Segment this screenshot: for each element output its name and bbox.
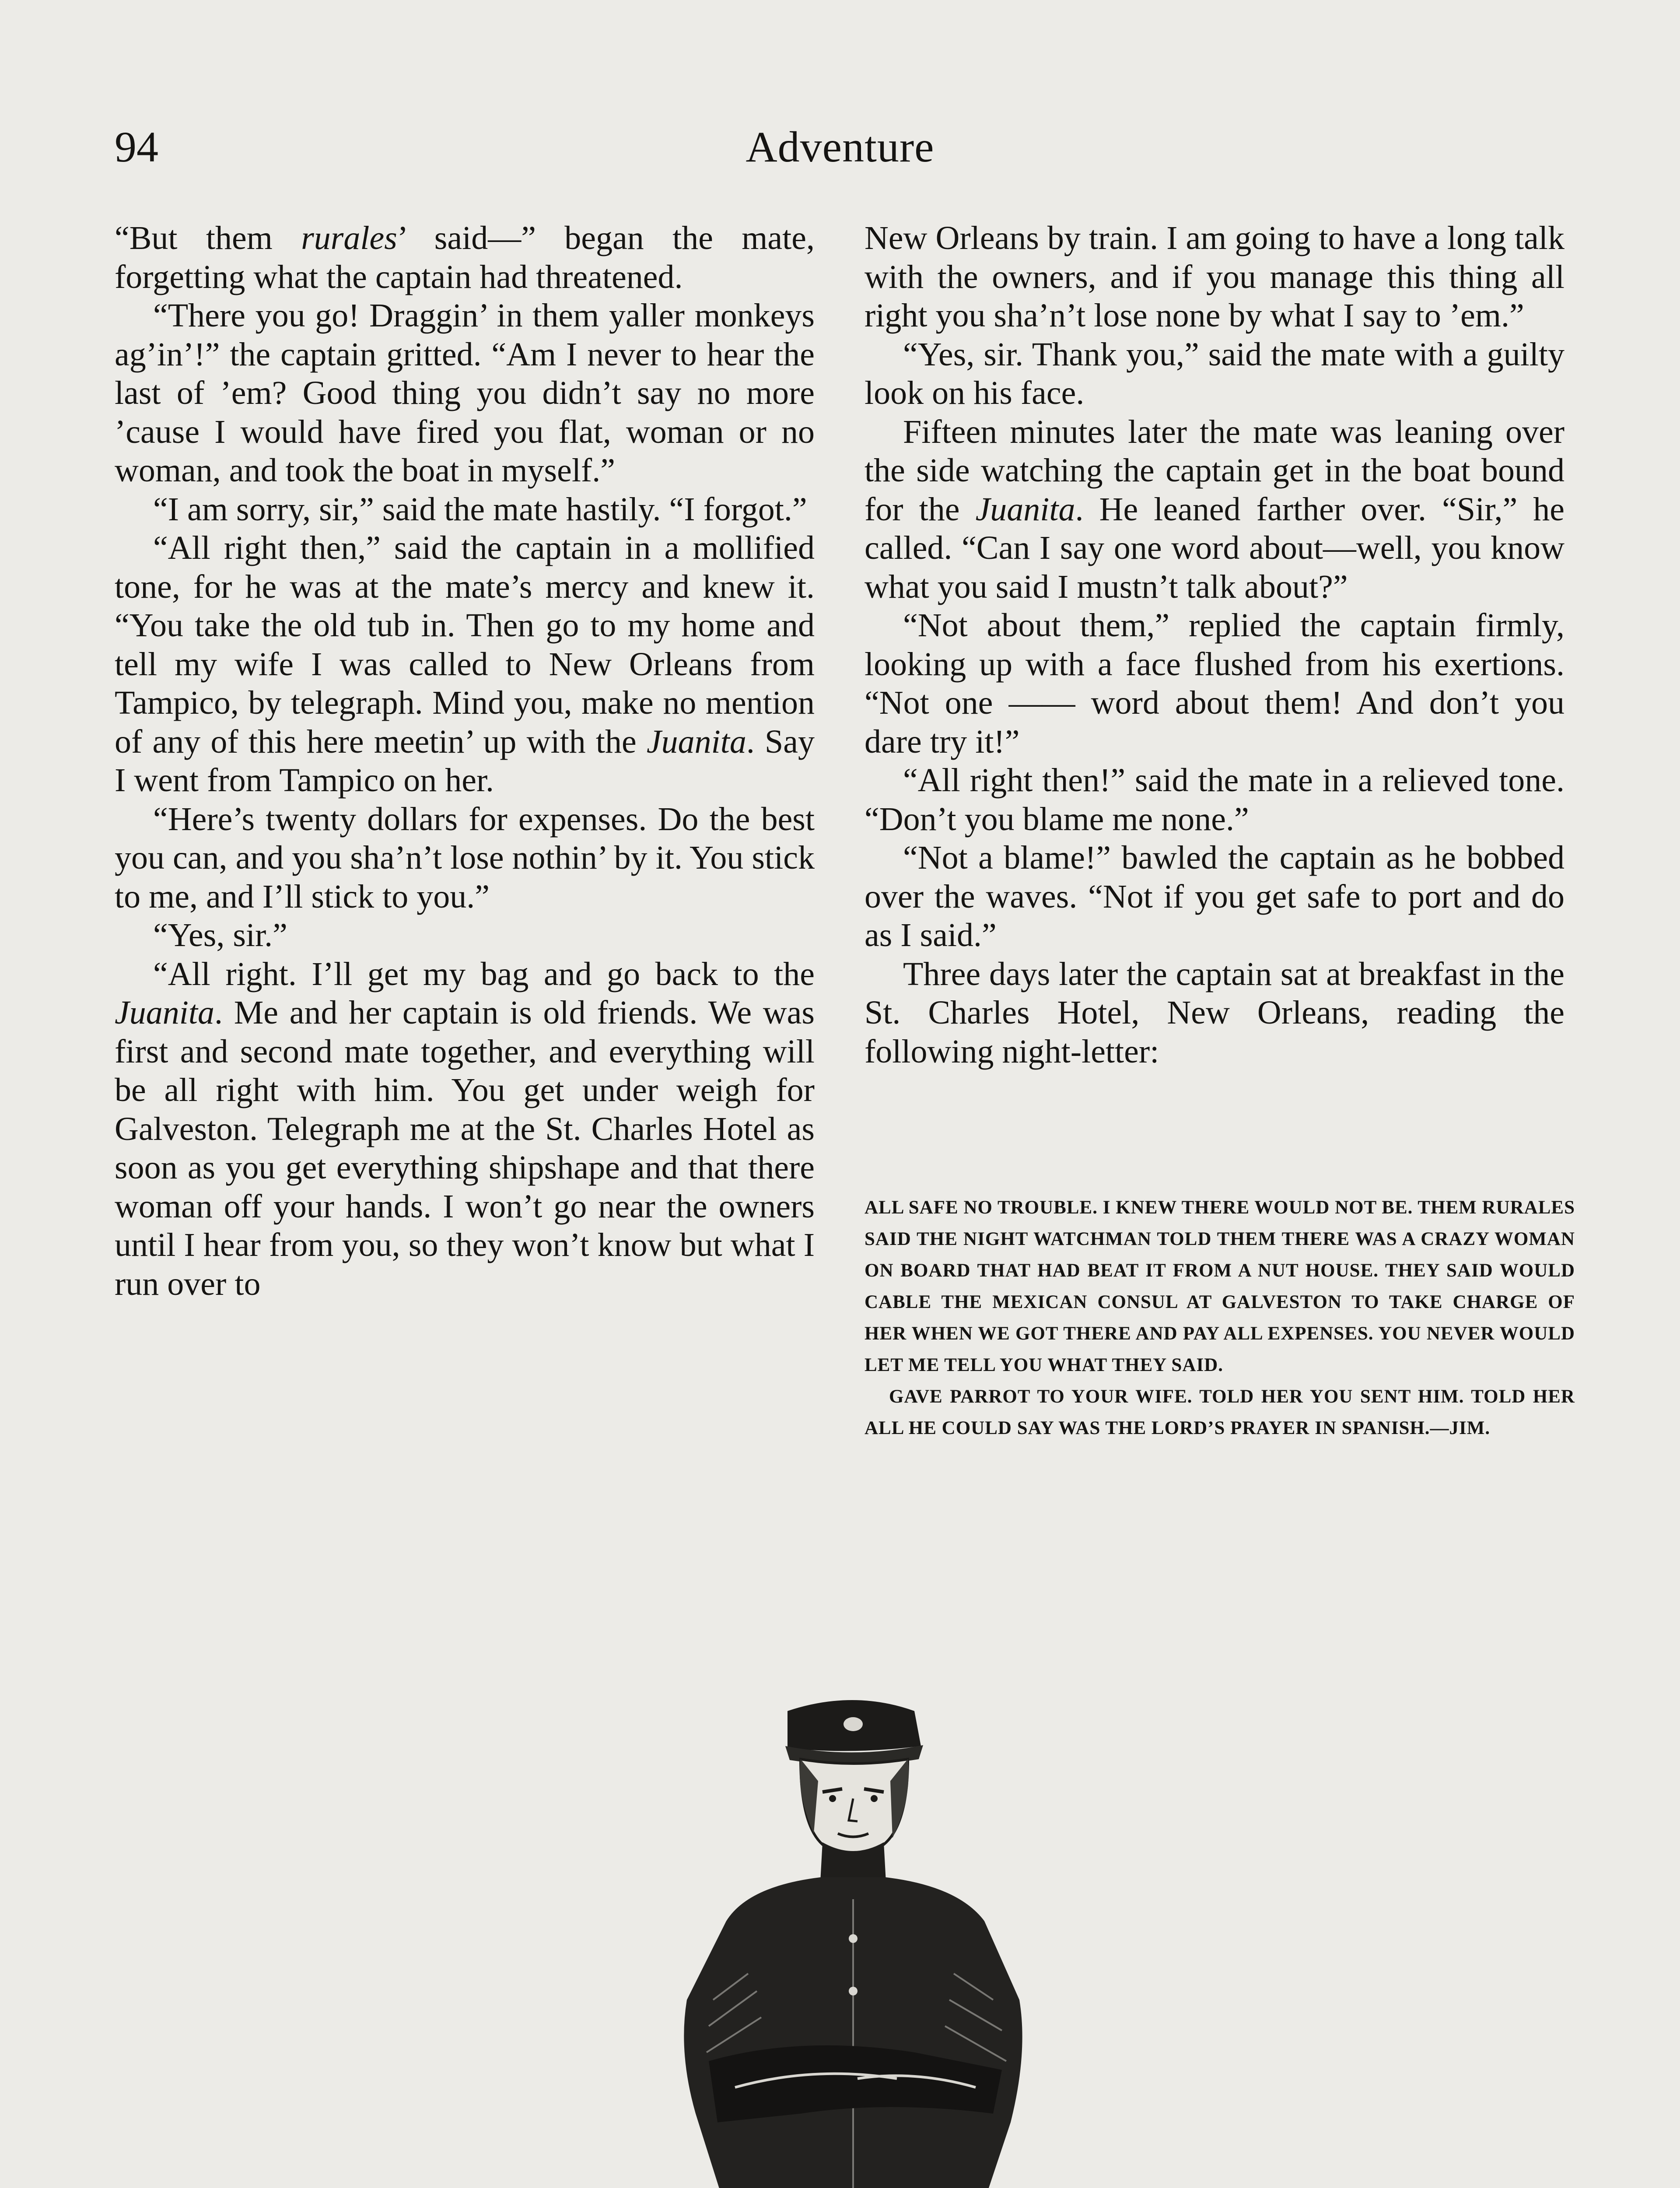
paragraph: “All right then,” said the captain in a mollified tone, for he was at the mate’s mercy and knew it. “You take the old tub in. Then go to my home and tell my wife I was called to New Orleans from Tampico, by telegraph. Mind you, make no mention of any of this here meetin’ up with the Juanita. Say I went from Tampico on her.: [115, 529, 815, 799]
paragraph: “Not a blame!” bawled the captain as he bobbed over the waves. “Not if you get safe to port and do as I said.”: [864, 839, 1564, 954]
paragraph: “All right then!” said the mate in a relieved tone. “Don’t you blame me none.”: [864, 762, 1564, 838]
running-head: Adventure: [746, 123, 934, 171]
paragraph: Three days later the captain sat at breakfast in the St. Charles Hotel, New Orleans, reading the following night-letter:: [864, 955, 1564, 1070]
paragraph: “I am sorry, sir,” said the mate hastily. “I forgot.”: [153, 491, 807, 528]
telegram-paragraph: ALL SAFE NO TROUBLE. I KNEW THERE WOULD NOT BE. THEM RURALES SAID THE NIGHT WATCHMAN TOLD THEM THERE WAS A CRAZY WOMAN ON BOARD THAT HAD BEAT IT FROM A NUT HOUSE. THEY SAID WOULD CABLE THE MEXICAN CONSUL AT GALVESTON TO TAKE CHARGE OF HER WHEN WE GOT THERE AND PAY ALL EXPENSES. YOU NEVER WOULD LET ME TELL YOU WHAT THEY SAID.: [864, 1197, 1575, 1375]
paragraph: “Yes, sir. Thank you,” said the mate with a guilty look on his face.: [864, 336, 1564, 411]
paragraph: Fifteen minutes later the mate was leaning over the side watching the captain get in the boat bound for the Juanita. He leaned farther over. “Sir,” he called. “Can I say one word about—well, you know what you said I mustn’t talk about?”: [864, 413, 1564, 605]
sailor-illustration: [669, 1694, 1032, 2188]
paragraph: “There you go! Draggin’ in them yaller monkeys ag’in’!” the captain gritted. “Am I never to hear the last of ’em? Good thing you didn’t say no more ’cause I would have fired you flat, woman or no woman, and took the boat in myself.”: [115, 297, 815, 489]
telegram-text: [864, 1192, 1575, 1444]
paragraph: “Here’s twenty dollars for expenses. Do the best you can, and you sha’n’t lose nothin’ by it. You stick to me, and I’ll stick to you.”: [115, 800, 815, 915]
page-number: 94: [115, 123, 158, 171]
paragraph: “But them rurales’ said—” began the mate, forgetting what the captain had threatened.: [115, 220, 815, 295]
telegram-paragraph: GAVE PARROT TO YOUR WIFE. TOLD HER YOU SENT HIM. TOLD HER ALL HE COULD SAY WAS THE LORD’S PRAYER IN SPANISH.—JIM.: [864, 1386, 1575, 1438]
paragraph: New Orleans by train. I am going to have a long talk with the owners, and if you manage this thing all right you sha’n’t lose none by what I say to ’em.”: [864, 220, 1564, 334]
paragraph: “Not about them,” replied the captain firmly, looking up with a face flushed from his exertions. “Not one —— word about them! And don’t you dare try it!”: [864, 607, 1564, 760]
right-column: [864, 219, 1564, 1071]
left-column: [115, 219, 815, 1303]
paragraph: “All right. I’ll get my bag and go back to the Juanita. Me and her captain is old friends. We was first and second mate together, and everything will be all right with him. You get under weigh for Galveston. Telegraph me at the St. Charles Hotel as soon as you get everything shipshape and that there woman off your hands. I won’t go near the owners until I hear from you, so they won’t know but what I run over to: [115, 955, 815, 1302]
paragraph: “Yes, sir.”: [153, 917, 287, 954]
